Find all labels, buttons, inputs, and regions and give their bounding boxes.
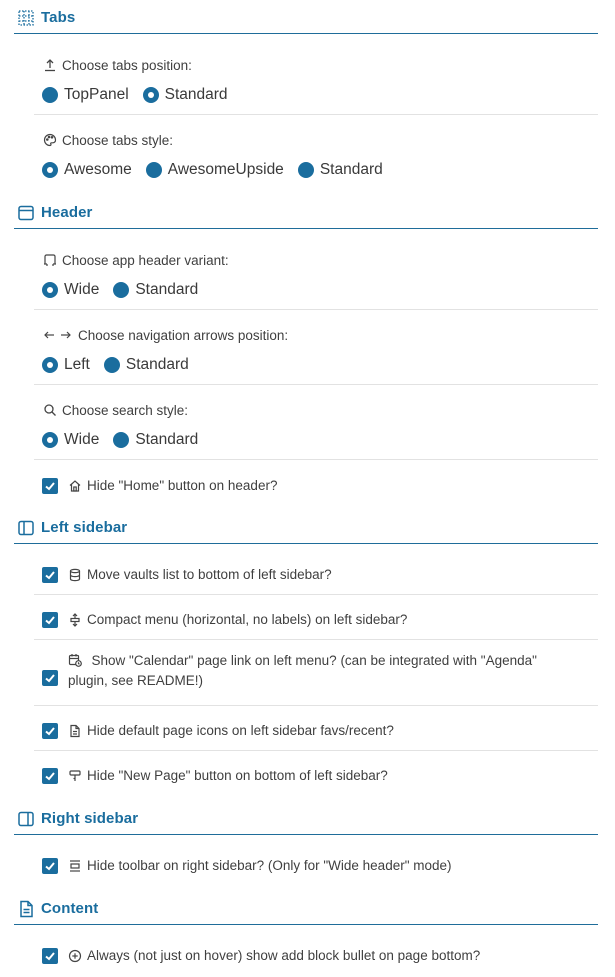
option-label: Choose navigation arrows position: (34, 325, 598, 345)
radio-standard[interactable]: Standard (113, 281, 198, 299)
window-icon (17, 204, 35, 222)
toolbar-icon (68, 859, 82, 873)
radio-standard[interactable]: Standard (113, 431, 198, 449)
new-page-icon (68, 769, 82, 783)
hide-new-page-row: Hide "New Page" button on bottom of left sidebar? (34, 756, 598, 796)
tabs-style-group (34, 130, 598, 190)
section-header-tabs (14, 2, 598, 34)
hide-page-icons-checkbox[interactable] (42, 723, 58, 739)
section-title: Tabs (41, 9, 76, 26)
section-title: Content (41, 900, 99, 917)
calendar-link-checkbox[interactable] (42, 670, 58, 686)
option-label: Choose search style: (34, 400, 598, 420)
radio-awesome[interactable]: Awesome (42, 161, 132, 179)
radio-wide[interactable]: Wide (42, 431, 99, 449)
vaults-bottom-checkbox[interactable] (42, 567, 58, 583)
option-label: Choose tabs position: (34, 55, 598, 75)
section-header-header (14, 197, 598, 229)
hide-new-page-checkbox[interactable] (42, 768, 58, 784)
compact-menu-row: Compact menu (horizontal, no labels) on left sidebar? (34, 600, 598, 640)
calendar-link-row (34, 650, 598, 706)
section-header-content (14, 893, 598, 925)
calendar-icon (68, 653, 82, 667)
header-variant-group (34, 250, 598, 310)
radio-group (42, 279, 598, 301)
tabs-position-group (34, 55, 598, 115)
app-window-icon (43, 253, 57, 267)
file-text-icon (17, 900, 35, 918)
layout-sidebar-left-icon (17, 519, 35, 537)
calendar-link-text: Show "Calendar" page link on left menu? (can be integrated with "Agenda" plugin, see README!) (68, 653, 537, 688)
section-header-left-sidebar (14, 512, 598, 544)
radio-group (42, 159, 598, 181)
dotted-table-icon (17, 9, 35, 27)
section-header-right-sidebar (14, 803, 598, 835)
section-title: Right sidebar (41, 810, 139, 827)
hide-home-row: Hide "Home" button on header? (34, 470, 598, 502)
radio-group (42, 429, 598, 451)
radio-standard[interactable]: Standard (104, 356, 189, 374)
search-style-group (34, 400, 598, 460)
plus-circle-icon (68, 949, 82, 963)
add-block-bullet-checkbox[interactable] (42, 948, 58, 964)
add-block-bullet-row: Always (not just on hover) show add block bullet on page bottom? (34, 936, 598, 976)
section-title: Header (41, 204, 93, 221)
database-icon (68, 568, 82, 582)
palette-icon (43, 133, 57, 147)
radio-group (42, 84, 598, 106)
vaults-bottom-row: Move vaults list to bottom of left sidebar? (34, 555, 598, 595)
file-icon (68, 724, 82, 738)
hide-toolbar-row: Hide toolbar on right sidebar? (Only for "Wide header" mode) (34, 846, 598, 886)
radio-left[interactable]: Left (42, 356, 90, 374)
radio-standard[interactable]: Standard (143, 86, 228, 104)
hide-home-checkbox[interactable] (42, 478, 58, 494)
radio-standard[interactable]: Standard (298, 161, 383, 179)
hide-toolbar-checkbox[interactable] (42, 858, 58, 874)
section-title: Left sidebar (41, 519, 128, 536)
arrows-vertical-icon (68, 613, 82, 627)
radio-toppanel[interactable]: TopPanel (42, 86, 129, 104)
upload-icon (43, 58, 57, 72)
radio-awesomeupside[interactable]: AwesomeUpside (146, 161, 284, 179)
layout-sidebar-right-icon (17, 810, 35, 828)
radio-group (42, 354, 598, 376)
option-label: Choose app header variant: (34, 250, 598, 270)
home-icon (68, 479, 82, 493)
nav-arrows-group (34, 325, 598, 385)
option-label: Choose tabs style: (34, 130, 598, 150)
arrows-left-right-icon (43, 328, 73, 342)
compact-menu-checkbox[interactable] (42, 612, 58, 628)
radio-wide[interactable]: Wide (42, 281, 99, 299)
search-icon (43, 403, 57, 417)
hide-page-icons-row: Hide default page icons on left sidebar favs/recent? (34, 711, 598, 751)
